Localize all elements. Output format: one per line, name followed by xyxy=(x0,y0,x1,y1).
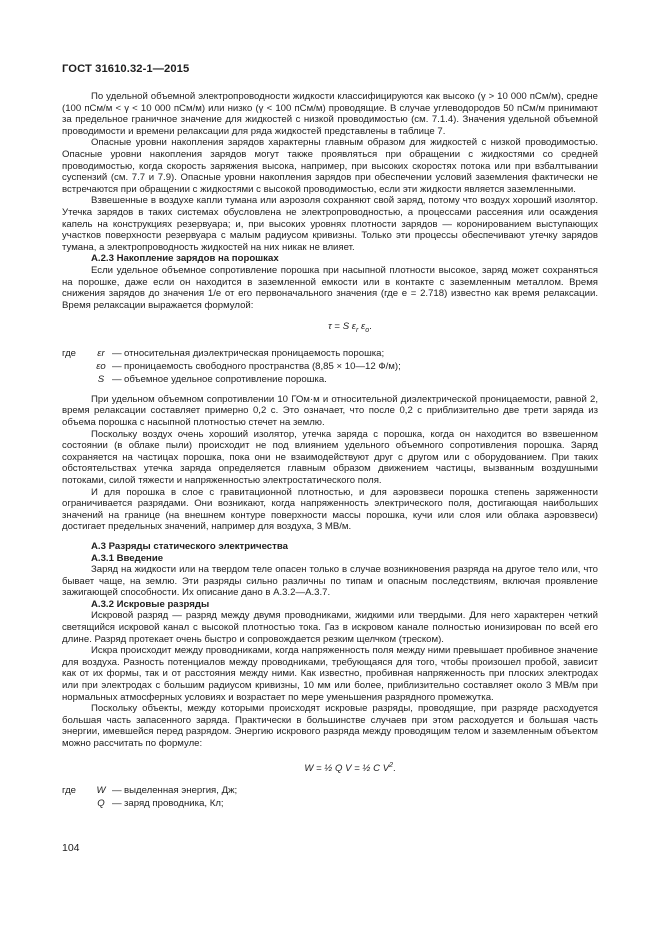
legend-where-label: где xyxy=(62,785,77,797)
legend-symbol: εr xyxy=(97,347,105,359)
legend-symbol: W xyxy=(96,785,106,797)
formula-relaxation-time: τ = S $\varepsilon_r$ $\varepsilon_o$. xyxy=(328,321,372,335)
paragraph-conductivity-classes: По удельной объемной электропроводности жидкости классифицируются как высоко (γ > 10 000 пСм/м), средне (100 пСм/м < γ < 10 000 пСм/м) или низко (γ < 100 пСм/м) проводящие. В случае углеводородов 50 пСм/м принимают за предельное граничное значение для жидкостей с низкой проводимостью (см. 7.1.4). Значения удельной объемной проводимости и времени релаксации для ряда жидкостей представлены в таблице 7. xyxy=(62,91,598,137)
paragraph-introduction: Заряд на жидкости или на твердом теле опасен только в случае возникновения разряда на другое тело или, что бывает чаще, на землю. Эти разряды сильно различны по типам и опасным последствиям, включая проявление зажигающей способности. Их описание дано в А.3.2—А.3.7. xyxy=(62,564,598,599)
paragraph-suspended-powder: Поскольку воздух очень хороший изолятор, утечка заряда с порошка, когда он находится во взвешенном состоянии (в облаке пыли) происходит не под влиянием удельного объемного сопротивления порошка. Заряд сохраняется на частицах порошка, пока они не взаимодействуют друг с другом или с оборудованием. При таких обстоятельствах утечка заряда определяется главным образом движением частицы, вызванным воздушными потоками, силой тяжести и напряженностью электростатического поля. xyxy=(62,428,598,486)
heading-a32: А.3.2 Искровые разряды xyxy=(91,598,210,610)
legend-text: относительная диэлектрическая проницаемость порошка; xyxy=(124,347,385,359)
legend-symbol: εo xyxy=(96,360,106,372)
legend-text: выделенная энергия, Дж; xyxy=(124,785,238,797)
page-header-standard-code: ГОСТ 31610.32-1—2015 xyxy=(62,63,190,75)
paragraph-spark-definition: Искровой разряд — разряд между двумя проводниками, жидкими или твердыми. Для него характерен четкий светящийся искровой канал с высокой плотностью тока. Газ в искровом канале полностью ионизирован по всей его длине. Разряд протекает очень быстро и сопровождается резким щелчком (треском). xyxy=(62,610,598,645)
legend-row: Q — заряд проводника, Кл; xyxy=(62,798,598,811)
heading-a31: А.3.1 Введение xyxy=(91,552,164,564)
paragraph-powder-discharges: И для порошка в слое с гравитационной плотностью, и для аэровзвеси порошка степень заряженности ограничивается разрядами. Они возникают, когда напряженность электрического поля, достигающая наибольших значений на границе (на внешнем контуре поверхности массы порошка, кучи или слоя или облака аэровзвеси) достигает предельных значений, например для воздуха, 3 МВ/м. xyxy=(62,486,598,533)
paragraph-mist-aerosol: Взвешенные в воздухе капли тумана или аэрозоля сохраняют свой заряд, потому что воздух хороший изолятор. Утечка зарядов в таких системах обусловлена не электропроводностью, а процессами рассеяния или осаждения капель на конструкциях резервуара; и, при высоких уровнях плотности зарядов — коронированием выступающих участков поверхности резервуара с малым радиусом кривизны. Только эти процессы обеспечивают утечку зарядов тумана, а электропроводность жидкостей на них никак не влияет. xyxy=(62,195,598,253)
legend-where-label: где xyxy=(62,347,77,359)
legend-text: проницаемость свободного пространства (8,85 × 10—12 Ф/м); xyxy=(124,360,401,372)
document-body xyxy=(62,91,598,811)
formula-legend-1 xyxy=(62,348,598,387)
legend-text: заряд проводника, Кл; xyxy=(124,798,224,810)
paragraph-dangerous-charge-levels: Опасные уровни накопления зарядов характерны главным образом для жидкостей с низкой проводимостью. Опасные уровни накопления зарядов могут также проявляться при обращении с жидкостями со средней проводимостью, когда скорость заряжения высока, например, при высоких скоростях потока или при взбалтывании суспензий (см. 7.7 и 7.9). Опасные уровни накопления зарядов при обеспечении условий заземления фактически не встречаются при обращении с жидкостями с высокой проводимостью, если эти жидкости является заземленными. xyxy=(62,137,598,195)
legend-text: объемное удельное сопротивление порошка. xyxy=(124,373,327,385)
paragraph-spark-breakdown: Искра происходит между проводниками, когда напряженность поля между ними превышает пробивное значение для воздуха. Разность потенциалов между проводниками, требующаяся для того, чтобы произошел пробой, зависит как от их формы, так и от расстояния между ними. Как известно, пробивная напряженность при плоских электродах или при электродах с большим радиусом кривизны, 10 мм или более, приблизительно составляет около 3 МВ/м при нормальных атмосферных условиях и возрастает по мере уменьшения разрядного промежутка. xyxy=(62,645,598,703)
legend-row: S — объемное удельное сопротивление порошка. xyxy=(62,374,598,387)
legend-symbol: Q xyxy=(97,798,105,810)
legend-row: где W — выделенная энергия, Дж; xyxy=(62,785,598,798)
formula-spark-energy: W = ½ Q V = ½ C $V^2$. xyxy=(304,761,396,774)
heading-a23: А.2.3 Накопление зарядов на порошках xyxy=(91,253,279,265)
paragraph-powder-relaxation: Если удельное объемное сопротивление порошка при насыпной плотности высокое, заряд может сохраняться на порошке, даже если он находится в заземленной емкости или в контакте с заземленным металлом. Время снижения зарядов до значения 1/е от его первоначального значения (где e = 2.718) известно как время релаксации. Время релаксации выражается формулой: xyxy=(62,264,598,311)
legend-symbol: S xyxy=(97,373,105,385)
heading-a3: А.3 Разряды статического электричества xyxy=(91,540,288,552)
paragraph-spark-energy: Поскольку объекты, между которыми происходят искровые разряды, проводящие, при разряде расходуется большая часть запасенного заряда. Практически в большинстве случаев при этом расходуется и большая часть энергии, имевшейся перед разрядом. Энергию искрового разряда между проводящим телом и заземленным объектом можно рассчитать по формуле: xyxy=(62,703,598,749)
formula-legend-2 xyxy=(62,785,598,811)
paragraph-relaxation-example: При удельном объемном сопротивлении 10 ГОм·м и относительной диэлектрической проницаемости, равной 2, время релаксации составляет примерно 0,2 с. Это означает, что после 0,2 с приблизительно две трети заряда из объема порошка с насыпной плотностью стечет на землю. xyxy=(62,393,598,428)
legend-row: где εr — относительная диэлектрическая проницаемость порошка; xyxy=(62,348,598,361)
legend-row: εo — проницаемость свободного пространства (8,85 × 10—12 Ф/м); xyxy=(62,361,598,374)
page-number: 104 xyxy=(62,842,80,854)
